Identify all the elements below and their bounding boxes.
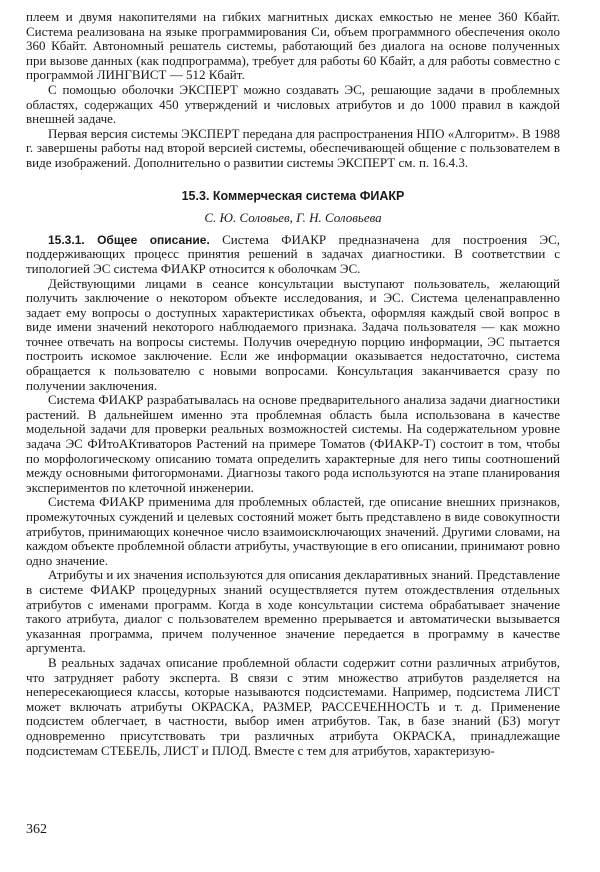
subsection-text: Система ФИАКР предназначена для построения ЭС, поддерживающих процесс принятия решений в задачах диагностики. В соответствии с типологией ЭС система ФИАКР относится к оболочкам ЭС. [26, 231, 560, 276]
section-authors: С. Ю. Соловьев, Г. Н. Соловьева [204, 210, 382, 226]
section-heading: 15.3. Коммерческая система ФИАКР [181, 188, 405, 203]
page-number: 362 [26, 822, 47, 837]
paragraph-continued: плеем и двумя накопителями на гибких магнитных дисках емкостью не менее 360 Кбайт. Система реализована на языке программирования Си, объем программного обеспечения около 360 Кбайт. Автономный решатель системы, работающий без диалога на основе полученных при вызове данных (как подпрограмма), требует для работы 60 Кбайт, а для работы совместно с программой ЛИНГВИСТ — 512 Кбайт. [26, 9, 560, 83]
paragraph-applicability: Система ФИАКР применима для проблемных областей, где описание внешних признаков, промежуточных суждений и целевых состояний может быть представлено в виде совокупности атрибутов, принимающих конечное число взаимоисключающих значений. Другими словами, на каждом объекте проблемной области атрибуты, участвующие в его описании, принимают ровно одно значение. [26, 494, 560, 568]
paragraph-actors: Действующими лицами в сеансе консультации выступают пользователь, желающий получить заключение о некотором объекте исследования, и ЭС. Система целенаправленно задает ему вопросы о доступных характеристиках объекта, оформляя каждый свой вопрос в виде имени значений некоторого наблюдаемого признака. Задача пользователя — как можно точнее отвечать на вопросы системы. Получив очередную порцию информации, ЭС пытается построить искомое заключение. Если же информации оказывается недостаточно, система обращается к пользователю с новыми вопросами. Консультация заканчивается сразу по получении заключения. [26, 275, 560, 393]
page-body [26, 10, 560, 860]
paragraph-general-description [26, 233, 560, 277]
paragraph-subsystems: В реальных задачах описание проблемной области содержит сотни различных атрибутов, что затрудняет работу эксперта. В связи с этим множество атрибутов разделяется на непересекающиеся классы, которые называются подсистемами. Например, подсистема ЛИСТ может включать атрибуты ОКРАСКА, РАЗМЕР, РАССЕЧЕННОСТЬ и т. д. Применение подсистем облегчает, в частности, выбор имен атрибутов. Так, в базе знаний (БЗ) могут одновременно присутствовать три различных атрибута ОКРАСКА, принадлежащие подсистемам СТЕБЕЛЬ, ЛИСТ и ПЛОД. Вместе с тем для атрибутов, характеризую- [26, 654, 560, 758]
paragraph-first-version: Первая версия системы ЭКСПЕРТ передана для распространения НПО «Алгоритм». В 1988 г. завершены работы над второй версией системы, обеспечивающей общение с пользователем в виде изображений. Дополнительно о развитии системы ЭКСПЕРТ см. п. 16.4.3. [26, 125, 560, 170]
paragraph-attributes: Атрибуты и их значения используются для описания декларативных знаний. Представление в системе ФИАКР процедурных знаний осуществляется путем отождествления отдельных атрибутов с именами программ. Когда в ходе консультации система обрабатывает значение такого атрибута, диалог с пользователем временно прерывается и автоматически вызывается указанная программа, причем полученное значение передается в программу в качестве аргумента. [26, 567, 560, 656]
paragraph-development: Система ФИАКР разрабатывалась на основе предварительного анализа задачи диагностики растений. В дальнейшем именно эта проблемная область была использована в качестве модельной задачи для проверки реальных возможностей системы. На содержательном уровне задача ЭС ФИтоАКтиваторов Растений на примере Томатов (ФИАКР-Т) состоит в том, чтобы по морфологическому описанию томата определить характерные для него типы соотношений между основными фитогормонами. Диагнозы такого рода используются на этапе планирования экспериментов по клеточной инженерии. [26, 392, 560, 495]
subsection-title: 15.3.1. Общее описание. [48, 232, 210, 247]
paragraph-shell-capacity: С помощью оболочки ЭКСПЕРТ можно создавать ЭС, решающие задачи в проблемных областях, содержащих 450 утверждений и числовых атрибутов и до 1000 правил в каждой внешней задаче. [26, 81, 560, 127]
